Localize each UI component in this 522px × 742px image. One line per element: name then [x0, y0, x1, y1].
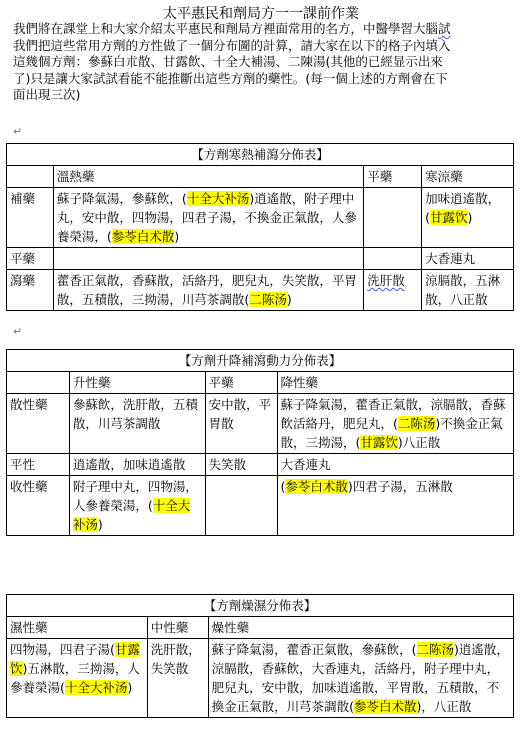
- paragraph-mark: ↵: [13, 325, 23, 338]
- row-label: 補藥: [7, 188, 54, 248]
- cell-text: ): [127, 680, 133, 695]
- intro-line-4: 了)只是讓大家試試看能不能推斷出這些方劑的藥性。(每一個上述的方劑會在下: [13, 70, 448, 86]
- column-header: 溫熱藥: [53, 166, 363, 188]
- cell-text: )逍遙散，附子理中丸，安中散，四物湯，四君子湯，不換金正氣散，人參養榮湯，(: [56, 191, 357, 244]
- highlighted-answer: 二陈汤: [249, 292, 287, 307]
- cell-text: 四物湯，四君子湯(: [10, 642, 115, 657]
- highlighted-answer: 甘露饮: [430, 210, 468, 225]
- column-header: 濕性藥: [7, 617, 148, 639]
- table-cell: 大香連丸: [422, 248, 514, 270]
- table-cell: [53, 248, 363, 270]
- highlighted-answer: 十全大补汤: [186, 191, 250, 206]
- intro-line-3: 這幾個方劑：參蘇白朮散、甘露飲、十全大補湯、二陳湯(其他的已經显示出來: [13, 54, 443, 69]
- row-label: 收性藥: [7, 476, 70, 536]
- column-header: 降性藥: [277, 372, 514, 394]
- column-header: 平藥: [205, 372, 277, 394]
- table-caption: 【方劑燥濕分佈表】: [7, 595, 514, 617]
- table-cell: [277, 476, 514, 536]
- row-label: 平性: [7, 454, 70, 476]
- cell-text: )不換金正氣散，三拗湯，(: [280, 416, 503, 450]
- highlighted-answer: 十全大补汤: [72, 498, 191, 532]
- table-caption: 【方劑寒熱補瀉分佈表】: [7, 144, 514, 166]
- row-label: 瀉藥: [7, 270, 54, 311]
- intro-paragraph: [13, 21, 513, 104]
- cell-text: )四君子湯，五淋散: [347, 479, 453, 494]
- table-cell: [364, 248, 422, 270]
- corner-cell: [7, 372, 70, 394]
- table-cell: [53, 270, 363, 311]
- cell-text: 加味逍遙散，(: [425, 191, 501, 225]
- cold-hot-tonify-purge-table: [6, 143, 514, 311]
- table-cell: [364, 270, 422, 311]
- cell-text: ): [97, 517, 103, 532]
- table-cell: 安中散，平胃散: [205, 394, 277, 454]
- cell-text: 蘇子降氣湯，參蘇飲，(: [56, 191, 187, 206]
- intro-keyword: 試: [438, 21, 451, 36]
- highlighted-answer: 十全大补汤: [64, 680, 128, 695]
- column-header: 燥性藥: [208, 617, 513, 639]
- intro-line-2: 我們把這些常用方劑的方性做了一個分布圖的計算，請大家在以下的格子內填入: [13, 37, 451, 53]
- cell-text: ): [286, 292, 292, 307]
- highlighted-answer: 二陈汤: [397, 416, 436, 431]
- table-cell: 失笑散: [205, 454, 277, 476]
- cell-text: 藿香正氣散，香蘇散，活絡丹，肥兒丸，失笑散，平胃散，五積散，三拗湯，川芎茶調散(: [56, 273, 357, 307]
- dry-damp-table: [6, 594, 514, 718]
- table-cell: [277, 394, 514, 454]
- cell-text: )八正散: [397, 435, 441, 450]
- column-header: 升性藥: [69, 372, 205, 394]
- intro-line-5: 面出現三次): [13, 87, 81, 102]
- highlighted-answer: 参苓白术散: [354, 699, 417, 714]
- cell-text: 蘇子降氣湯，藿香正氣散，參蘇飲，(: [211, 642, 417, 657]
- intro-line-1-text: 我們將在課堂上和大家介紹太平惠民和劑局方裡面常用的名方，中醫學習大腦: [13, 21, 439, 36]
- column-header: 中性藥: [147, 617, 208, 639]
- table-cell: 洗肝散，失笑散: [147, 639, 208, 718]
- paragraph-mark: ↵: [13, 125, 23, 138]
- cell-text: 蘇子降氣湯，藿香正氣散，涼膈散，香蘇飲活絡丹，肥兒丸，(: [280, 397, 506, 431]
- column-header: 平藥: [364, 166, 422, 188]
- highlighted-answer: 参苓白术散: [285, 479, 348, 494]
- table-cell: [69, 476, 205, 536]
- row-label: 平藥: [7, 248, 54, 270]
- highlighted-answer: 二陈汤: [416, 642, 455, 657]
- table-cell: [7, 639, 148, 718]
- cell-text: 附子理中丸，四物湯，人參養榮湯，(: [72, 479, 198, 513]
- ascend-descend-table: [6, 349, 514, 536]
- table-cell: [422, 188, 514, 248]
- table-cell: [53, 188, 363, 248]
- corner-cell: [7, 166, 54, 188]
- cell-text: ): [467, 210, 473, 225]
- table-caption: 【方劑升降補瀉動力分佈表】: [7, 350, 514, 372]
- table-cell: 參蘇飲，洗肝散，五積散，川芎茶調散: [69, 394, 205, 454]
- intro-line-1: [13, 21, 513, 38]
- row-label: 散性藥: [7, 394, 70, 454]
- cell-text: (: [280, 479, 286, 494]
- highlighted-answer: 甘露饮: [10, 642, 140, 676]
- cell-text: 洗肝散: [367, 273, 405, 288]
- table-cell: [208, 639, 513, 718]
- page-title: 太平惠民和劑局方一一課前作業: [163, 6, 359, 22]
- table-cell: [205, 476, 277, 536]
- cell-text: )，八正散: [416, 699, 472, 714]
- cell-text: ): [174, 229, 180, 244]
- highlighted-answer: 甘露饮: [360, 435, 398, 450]
- highlighted-answer: 参苓白术散: [111, 229, 175, 244]
- table-cell: 涼膈散，五淋散，八正散: [422, 270, 514, 311]
- table-cell: 大香連丸: [277, 454, 514, 476]
- table-cell: 逍遙散，加味逍遙散: [69, 454, 205, 476]
- cell-text: )逍遙散，涼膈散，香蘇飲，大香連丸，活絡丹，附子理中丸，肥兒丸，安中散，加味逍遙散，平胃散，五積散，不換金正氣散，川芎茶調散(: [211, 642, 509, 714]
- column-header: 寒涼藥: [422, 166, 514, 188]
- cell-text: )五淋散，三拗湯，人參養榮湯(: [10, 661, 140, 695]
- table-cell: [364, 188, 422, 248]
